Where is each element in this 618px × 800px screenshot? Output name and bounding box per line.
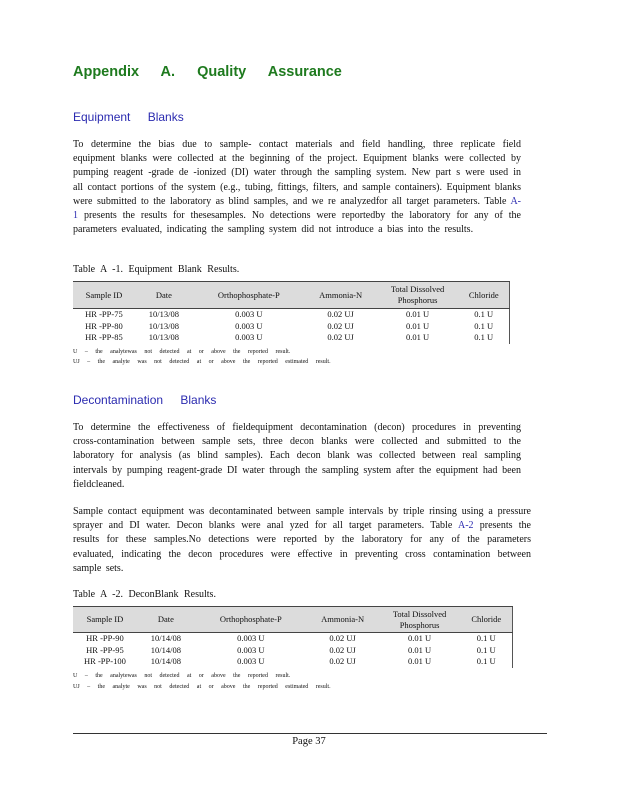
table-cell: 0.01 U	[407, 644, 432, 655]
table-cell: 10/14/08	[150, 656, 181, 666]
table-cell: 0.01 U	[405, 309, 430, 319]
table-cell: 0.003 U	[235, 320, 263, 331]
page-number: Page 37	[292, 736, 326, 747]
table-cell: HR -PP-85	[85, 332, 123, 342]
table-row	[73, 321, 510, 333]
table-a1	[73, 281, 510, 344]
paragraph-text: presents the results for thesesamples. No detections were reportedby the laboratory for any of the parameters evaluated, indicating the sampling system did not introduce a bias into the results.	[73, 210, 521, 236]
table-cell: 0.01 U	[405, 332, 430, 342]
table-cell: 10/13/08	[148, 332, 179, 342]
column-header: Ammonia-N	[307, 607, 379, 633]
equipment-blanks-paragraph	[73, 138, 521, 237]
column-header: Chloride	[459, 282, 510, 309]
table-cell: 0.02 UJ	[327, 332, 354, 342]
table-cell: 0.1 U	[476, 633, 496, 643]
table-cell: 10/13/08	[148, 309, 179, 319]
table-cell: HR -PP-95	[86, 644, 124, 655]
appendix-title: Appendix A. Quality Assurance	[73, 64, 342, 80]
table-row	[73, 633, 513, 645]
table-a2-note-uj: UJ – the analyte was not detected at or above the reported estimated result.	[73, 684, 331, 690]
table-cell: 0.003 U	[235, 309, 263, 319]
footer-divider	[73, 733, 547, 734]
table-cell: 0.02 UJ	[327, 320, 354, 331]
table-cell: 0.1 U	[474, 332, 494, 342]
table-cell: 10/13/08	[148, 320, 179, 331]
table-cell: HR -PP-90	[86, 633, 124, 643]
table-row	[73, 309, 510, 321]
table-a1-caption: Table A -1. Equipment Blank Results.	[73, 264, 240, 275]
table-a2-link[interactable]: A-2	[457, 520, 474, 532]
table-cell: 0.01 U	[407, 656, 432, 666]
column-header: Total Dissolved Phosphorus	[377, 282, 459, 309]
column-header: Orthophosphate-P	[195, 607, 307, 633]
table-a2-caption: Table A -2. DeconBlank Results.	[73, 589, 216, 600]
column-header: Chloride	[461, 607, 513, 633]
decon-blanks-heading: Decontamination Blanks	[73, 393, 217, 407]
table-cell: 0.02 UJ	[329, 644, 356, 655]
equipment-blanks-heading: Equipment Blanks	[73, 110, 184, 124]
column-header: Total Dissolved Phosphorus	[379, 607, 461, 633]
table-cell: 0.003 U	[237, 656, 265, 666]
paragraph-text: Sample contact equipment was decontaminated between sample intervals by triple rinsing using a pressure sprayer and DI water. Decon blanks were anal yzed for all target parameters. Table	[73, 506, 531, 532]
table-header-row	[73, 607, 513, 633]
table-cell: 0.1 U	[476, 656, 496, 666]
table-cell: 10/14/08	[150, 644, 181, 655]
column-header: Sample ID	[73, 607, 137, 633]
column-header: Date	[137, 607, 195, 633]
column-header: Date	[135, 282, 193, 309]
table-cell: 10/14/08	[150, 633, 181, 643]
table-a1-link[interactable]: A-1	[73, 195, 521, 222]
table-row	[73, 645, 513, 657]
table-cell: HR -PP-75	[85, 309, 123, 319]
table-row	[73, 656, 513, 668]
table-cell: 0.1 U	[476, 644, 496, 655]
table-a1-note-u: U – the analytewas not detected at or above the reported result.	[73, 349, 291, 355]
table-cell: 0.02 UJ	[329, 656, 356, 666]
table-a2	[73, 606, 513, 668]
table-row	[73, 332, 510, 344]
table-cell: 0.01 U	[407, 633, 432, 643]
decon-paragraph-2	[73, 505, 531, 576]
table-cell: 0.02 UJ	[329, 633, 356, 643]
table-cell: 0.01 U	[405, 320, 430, 331]
table-cell: 0.003 U	[237, 633, 265, 643]
table-cell: 0.02 UJ	[327, 309, 354, 319]
table-cell: HR -PP-100	[84, 656, 126, 666]
table-cell: 0.003 U	[237, 644, 265, 655]
table-header-row	[73, 282, 510, 309]
table-cell: HR -PP-80	[85, 320, 123, 331]
table-cell: 0.003 U	[235, 332, 263, 342]
column-header: Orthophosphate-P	[193, 282, 305, 309]
table-a2-note-u: U – the analytewas not detected at or above the reported result.	[73, 673, 291, 679]
table-cell: 0.1 U	[474, 320, 494, 331]
paragraph-text: To determine the bias due to sample- contact materials and field handling, three replicate field equipment blanks were collected at the beginning of the project. Equipment blanks were collected by pumping reagent -grade de -ionized (DI) water through the sampling system. New part s were used in all contact portions of the system (e.g., tubing, fittings, filters, and sample containers). Equipment blanks were submitted to the laboratory as blind samples, and we re analyzedfor all target parameters. Table	[73, 139, 521, 207]
paragraph-text: presents the results for these samples.No detections were reported by the laboratory for any of the parameters evaluated, indicating the decon procedures were effective in preventing cross contamination between sample sets.	[73, 520, 531, 574]
table-cell: 0.1 U	[474, 309, 494, 319]
column-header: Sample ID	[73, 282, 135, 309]
column-header: Ammonia-N	[305, 282, 377, 309]
table-a1-note-uj: UJ – the analyte was not detected at or above the reported estimated result.	[73, 359, 331, 365]
decon-paragraph-1: To determine the effectiveness of fieldequipment decontamination (decon) procedures in preventing cross-contamination between sample sets, three decon blanks were collected and submitted to the laboratory for analysis (as blind samples). Each decon blank was collected between real sampling intervals by pumping reagent-grade DI water through the sampling system after the equipment had been fieldcleaned.	[73, 422, 521, 490]
